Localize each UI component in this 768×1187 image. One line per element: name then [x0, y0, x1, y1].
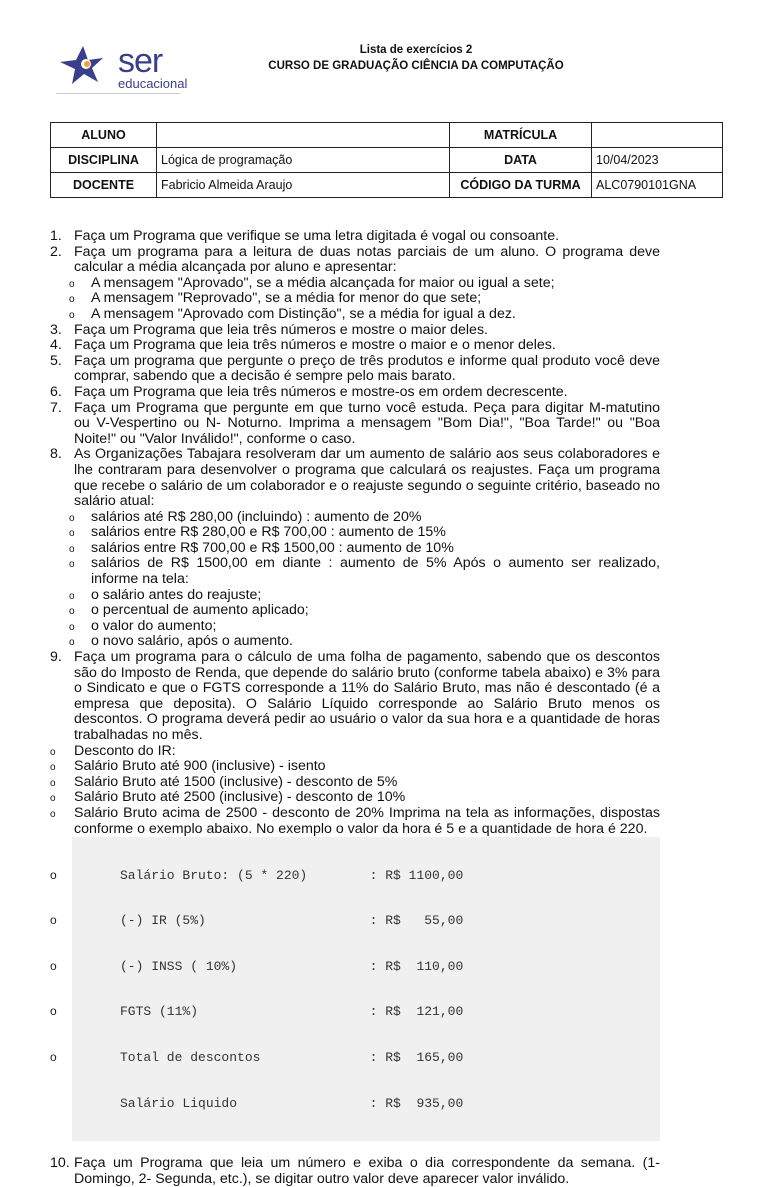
- ir-item: [50, 759, 660, 775]
- sub-item-text: salários de R$ 1500,00 em diante : aumento de 5% Após o aumento ser realizado, informe na tela:: [91, 555, 660, 588]
- sub-item: [50, 588, 660, 604]
- item-text: Faça um programa para o cálculo de uma folha de pagamento, sabendo que os descontos são do Imposto de Renda, que depende do salário bruto (conforme tabela abaixo) e 3% para o Sindicato e que o FGTS corresponde a 11% do Salário Bruto, mas não é descontado (é a empresa que deposita). O Salário Líquido corresponde ao Salário Bruto menos os descontos. O programa deverá pedir ao usuário o valor da sua hora e a quantidade de horas trabalhadas no mês.: [74, 649, 660, 743]
- sub-item-text: o salário antes do reajuste;: [91, 586, 262, 603]
- docente-value: Fabricio Almeida Araujo: [157, 173, 450, 198]
- matricula-field[interactable]: [592, 123, 723, 148]
- code-line-text: (-) IR (5%) : R$ 55,00: [120, 913, 464, 929]
- bullet-icon: o: [69, 606, 75, 618]
- disciplina-label: DISCIPLINA: [51, 148, 157, 173]
- item-text: Faça um Programa que leia três números e mostre-os em ordem decrescente.: [74, 383, 568, 400]
- sub-item: [50, 307, 660, 323]
- aluno-field[interactable]: [157, 123, 450, 148]
- sub-item-text: A mensagem "Aprovado com Distinção", se a média for igual a dez.: [91, 305, 516, 322]
- sub-item-text: salários entre R$ 280,00 e R$ 700,00 : aumento de 15%: [91, 524, 446, 541]
- aluno-label: ALUNO: [51, 123, 157, 148]
- ir-item-text: Desconto do IR:: [74, 742, 176, 759]
- ir-item-text: Salário Bruto até 2500 (inclusive) - desconto de 10%: [74, 789, 406, 806]
- bullet-icon: o: [50, 1004, 57, 1019]
- sub-item: [50, 619, 660, 635]
- exercise-10: [50, 1156, 660, 1187]
- student-info-table: [50, 122, 723, 198]
- code-line: [50, 958, 660, 974]
- payroll-example-block: [50, 837, 660, 1141]
- sub-item-text: o percentual de aumento aplicado;: [91, 602, 309, 619]
- sub-item-text: o valor do aumento;: [91, 617, 217, 634]
- item-text: Faça um Programa que pergunte em que turno você estuda. Peça para digitar M-matutino ou V-Vespertino ou N- Noturno. Imprima a mensagem "Bom Dia!", "Boa Tarde!" ou "Boa Noite!" ou "Valor Inválido!", conforme o caso.: [74, 399, 660, 447]
- sub-item: [50, 634, 660, 650]
- sub-item-text: salários até R$ 280,00 (incluindo) : aumento de 20%: [91, 508, 422, 525]
- bullet-icon: o: [69, 512, 75, 524]
- item-text: Faça um Programa que leia três números e mostre o maior deles.: [74, 321, 488, 338]
- item-number: 6.: [50, 383, 62, 400]
- sub-item-text: A mensagem "Aprovado", se a média alcançada for maior ou igual a sete;: [91, 274, 555, 291]
- turma-label: CÓDIGO DA TURMA: [450, 173, 592, 198]
- code-line-text: Total de descontos : R$ 165,00: [120, 1050, 464, 1065]
- logo-subtext: educacional: [118, 76, 188, 91]
- code-line-text: (-) INSS ( 10%) : R$ 110,00: [120, 958, 464, 974]
- sub-item: [50, 603, 660, 619]
- exercise-5: [50, 354, 660, 385]
- star-person-icon: [60, 46, 103, 84]
- item-number: 3.: [50, 321, 62, 338]
- item-text: Faça um programa para a leitura de duas notas parciais de um aluno. O programa deve calcular a média alcançada por aluno e apresentar:: [74, 243, 660, 276]
- bullet-icon: o: [50, 746, 56, 758]
- bullet-icon: o: [50, 793, 56, 805]
- course-title: CURSO DE GRADUAÇÃO CIÊNCIA DA COMPUTAÇÃO: [268, 60, 564, 72]
- exercise-9: [50, 650, 660, 744]
- item-number: 2.: [50, 243, 62, 260]
- item-text: Faça um Programa que leia três números e mostre o maior e o menor deles.: [74, 337, 556, 354]
- code-line-text: Salário Liquido : R$ 935,00: [120, 1095, 464, 1111]
- code-line-text: Salário Bruto: (5 * 220) : R$ 1100,00: [120, 867, 464, 883]
- sub-item: [50, 510, 660, 526]
- sub-item-text: salários entre R$ 700,00 e R$ 1500,00 : aumento de 10%: [91, 539, 454, 556]
- code-line: [72, 1096, 660, 1111]
- sub-item-text: o novo salário, após o aumento.: [91, 633, 293, 650]
- ir-item: [50, 744, 660, 760]
- exercise-2: [50, 245, 660, 276]
- bullet-icon: o: [69, 309, 75, 321]
- item-number: 9.: [50, 649, 62, 666]
- sub-item: [50, 556, 660, 587]
- ir-item-text: Salário Bruto acima de 2500 - desconto de 20% Imprima na tela as informações, dispostas conforme o exemplo abaixo. No exemplo o valor da hora é 5 e a quantidade de hora é 220.: [74, 804, 660, 837]
- bullet-icon: o: [50, 777, 56, 789]
- bullet-icon: o: [69, 637, 75, 649]
- bullet-icon: o: [69, 543, 75, 555]
- code-line: [50, 913, 660, 929]
- bullet-icon: o: [69, 621, 75, 633]
- sub-item: [50, 276, 660, 292]
- bullet-icon: o: [69, 559, 75, 571]
- bullet-icon: o: [69, 590, 75, 602]
- bullet-icon: o: [50, 913, 57, 928]
- item-text: Faça um Programa que leia um número e exiba o dia correspondente da semana. (1-Domingo, 2- Segunda, etc.), se digitar outro valor deve aparecer valor inválido.: [74, 1155, 660, 1187]
- exercise-8: [50, 447, 660, 509]
- turma-value: ALC0790101GNA: [592, 173, 723, 198]
- item-number: 5.: [50, 352, 62, 369]
- bullet-icon: o: [69, 278, 75, 290]
- ir-item: [50, 806, 660, 837]
- item-number: 10.: [50, 1155, 70, 1172]
- exercise-6: [50, 385, 660, 401]
- item-number: 4.: [50, 337, 62, 354]
- sub-item: [50, 291, 660, 307]
- item-text: Faça um programa que pergunte o preço de três produtos e informe qual produto você deve comprar, sabendo que a decisão é sempre pelo mais barato.: [74, 352, 660, 385]
- code-line: [50, 867, 660, 883]
- bullet-icon: o: [50, 808, 56, 820]
- code-line-text: FGTS (11%) : R$ 121,00: [120, 1004, 464, 1020]
- sub-item-text: A mensagem "Reprovado", se a média for menor do que sete;: [91, 290, 482, 307]
- table-row: [51, 173, 723, 198]
- disciplina-value: Lógica de programação: [157, 148, 450, 173]
- data-value: 10/04/2023: [592, 148, 723, 173]
- bullet-icon: o: [50, 867, 57, 882]
- data-label: DATA: [450, 148, 592, 173]
- exercise-1: [50, 229, 660, 245]
- item-number: 7.: [50, 399, 62, 416]
- bullet-icon: o: [50, 1050, 57, 1064]
- exercise-4: [50, 338, 660, 354]
- sub-item: [50, 541, 660, 557]
- bullet-icon: o: [69, 294, 75, 306]
- ir-item: [50, 790, 660, 806]
- logo-text: ser: [118, 42, 163, 80]
- item-text: As Organizações Tabajara resolveram dar um aumento de salário aos seus colaboradores e lhe contraram para desenvolver o programa que calculará os reajustes. Faça um programa que recebe o salário de um colaborador e o reajuste segundo o seguinte critério, baseado no salário atual:: [74, 446, 660, 510]
- bullet-icon: o: [69, 528, 75, 540]
- exercise-list: [50, 229, 660, 1187]
- item-number: 8.: [50, 446, 62, 463]
- table-row: [51, 123, 723, 148]
- logo-divider: [56, 93, 180, 94]
- bullet-icon: o: [50, 958, 57, 973]
- item-number: 1.: [50, 228, 62, 244]
- item-text: Faça um Programa que verifique se uma letra digitada é vogal ou consoante.: [74, 228, 560, 244]
- document-title: Lista de exercícios 2: [359, 44, 473, 56]
- exercise-7: [50, 401, 660, 448]
- sub-item: [50, 525, 660, 541]
- docente-label: DOCENTE: [51, 173, 157, 198]
- code-line: [50, 1004, 660, 1020]
- spacer: [50, 1141, 660, 1156]
- exercise-3: [50, 323, 660, 339]
- code-line: [50, 1050, 660, 1065]
- bullet-icon: o: [50, 762, 56, 774]
- ir-item-text: Salário Bruto até 900 (inclusive) - isento: [74, 758, 326, 775]
- ir-item: [50, 775, 660, 791]
- ir-item-text: Salário Bruto até 1500 (inclusive) - desconto de 5%: [74, 773, 398, 790]
- matricula-label: MATRÍCULA: [450, 123, 592, 148]
- table-row: [51, 148, 723, 173]
